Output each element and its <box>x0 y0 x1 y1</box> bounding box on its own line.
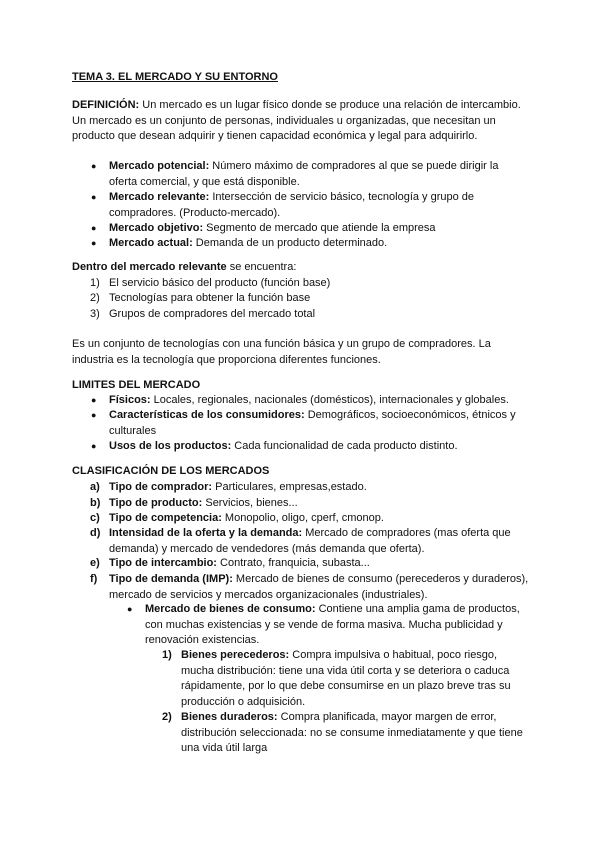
item-label: Mercado potencial: <box>109 160 210 172</box>
list-item <box>91 190 509 221</box>
list-item <box>91 439 534 455</box>
definition-paragraph <box>72 98 534 145</box>
item-label: Mercado objetivo: <box>109 222 204 234</box>
item-text: Cada funcionalidad de cada producto distinto. <box>231 440 458 452</box>
item-label: Tipo de intercambio: <box>109 557 217 569</box>
item-text: Grupos de compradores del mercado total <box>109 308 316 320</box>
item-letter: f) <box>90 573 98 585</box>
item-label: Mercado relevante: <box>109 191 210 203</box>
list-item <box>90 307 316 323</box>
item-label: Características de los consumidores: <box>109 409 305 421</box>
list-item <box>91 408 534 439</box>
bullet-icon: ● <box>91 223 97 233</box>
item-text: Locales, regionales, nacionales (domésticos), internacionales y globales. <box>150 394 509 406</box>
item-label: Bienes duraderos: <box>181 711 278 723</box>
document-title: TEMA 3. EL MERCADO Y SU ENTORNO <box>72 71 278 83</box>
list-item <box>91 159 509 190</box>
item-text: Servicios, bienes... <box>202 497 298 509</box>
item-number: 2) <box>162 711 172 723</box>
item-number: 1) <box>162 649 172 661</box>
item-label: Tipo de competencia: <box>109 512 222 524</box>
bullet-icon: ● <box>91 238 97 248</box>
list-item <box>162 648 531 710</box>
list-item <box>127 602 530 649</box>
item-text: Contrato, franquicia, subasta... <box>216 557 370 569</box>
item-number: 3) <box>90 308 100 320</box>
item-label: Tipo de demanda (IMP): <box>109 573 233 585</box>
classification-heading: CLASIFICACIÓN DE LOS MERCADOS <box>72 465 270 477</box>
item-text: Monopolio, oligo, cperf, cmonop. <box>221 512 384 524</box>
list-item <box>90 496 529 512</box>
list-item <box>91 236 529 252</box>
definition-label: DEFINICIÓN: <box>72 99 140 111</box>
list-item <box>91 221 529 237</box>
list-item <box>90 480 529 496</box>
item-label: Mercado de bienes de consumo: <box>145 603 316 615</box>
item-label: Intensidad de la oferta y la demanda: <box>109 527 303 539</box>
bullet-icon: ● <box>91 441 97 451</box>
item-letter: c) <box>90 512 100 524</box>
item-number: 1) <box>90 277 100 289</box>
bullet-icon: ● <box>127 604 133 614</box>
bullet-icon: ● <box>91 161 97 171</box>
item-text: El servicio básico del producto (función base) <box>109 277 331 289</box>
item-letter: b) <box>90 497 101 509</box>
item-text: Compra impulsiva o habitual, poco riesgo, mucha distribución: tiene una vida útil corta y se deteriora o caduca rápidamente, por lo que debe consumirse en un plazo breve tras su producción o adquisición. <box>181 649 511 708</box>
item-label: Usos de los productos: <box>109 440 232 452</box>
item-letter: d) <box>90 527 101 539</box>
item-label: Físicos: <box>109 394 151 406</box>
item-text: Particulares, empresas,estado. <box>212 481 367 493</box>
bullet-icon: ● <box>91 192 97 202</box>
item-label: Bienes perecederos: <box>181 649 290 661</box>
item-text: Demanda de un producto determinado. <box>192 237 388 249</box>
item-text: Segmento de mercado que atiende la empresa <box>203 222 436 234</box>
item-label: Tipo de comprador: <box>109 481 213 493</box>
item-label: Tipo de producto: <box>109 497 203 509</box>
list-item <box>90 556 529 572</box>
item-text: Intersección de servicio básico, tecnología y grupo de compradores. (Producto-mercado). <box>109 191 475 219</box>
bullet-icon: ● <box>91 410 97 420</box>
industry-paragraph: Es un conjunto de tecnologías con una función básica y un grupo de compradores. La industria es la tecnología que proporciona diferentes funciones. <box>72 338 491 366</box>
relevant-label: Dentro del mercado relevante <box>72 261 227 273</box>
definition-text: Un mercado es un lugar físico donde se produce una relación de intercambio. Un mercado es un conjunto de personas, individuales u organizadas, que necesitan un producto que desean adquirir y tienen capacidad económica y legal para adquirirlo. <box>72 99 521 142</box>
item-number: 2) <box>90 292 100 304</box>
item-text: Mercado de bienes de consumo (perecederos y duraderos), mercado de servicios y mercados organizacionales (industriales). <box>109 573 529 601</box>
list-item <box>90 291 311 307</box>
item-text: Demográficos, socioeconómicos, étnicos y culturales <box>109 409 516 437</box>
list-item <box>91 393 539 409</box>
item-letter: e) <box>90 557 100 569</box>
item-text: Número máximo de compradores al que se puede dirigir la oferta comercial, y que está disponible. <box>109 160 499 188</box>
item-text: Tecnologías para obtener la función base <box>109 292 311 304</box>
bullet-icon: ● <box>91 395 97 405</box>
list-item <box>90 276 331 292</box>
list-item <box>90 511 529 527</box>
item-text: Mercado de compradores (mas oferta que demanda) y mercado de vendedores (más demanda que oferta). <box>109 527 511 555</box>
item-letter: a) <box>90 481 100 493</box>
list-item <box>162 710 533 757</box>
relevant-intro <box>72 260 532 276</box>
list-item <box>90 526 529 557</box>
relevant-text: se encuentra: <box>226 261 297 273</box>
item-label: Mercado actual: <box>109 237 193 249</box>
limits-heading: LIMITES DEL MERCADO <box>72 379 201 391</box>
item-text: Compra planificada, mayor margen de error, distribución seleccionada: no se consume inmediatamente y que tiene una vida útil larga <box>181 711 523 754</box>
list-item <box>90 572 531 603</box>
item-text: Contiene una amplia gama de productos, con muchas existencias y se vende de forma masiva. Mucha publicidad y renovación existencias. <box>145 603 520 646</box>
